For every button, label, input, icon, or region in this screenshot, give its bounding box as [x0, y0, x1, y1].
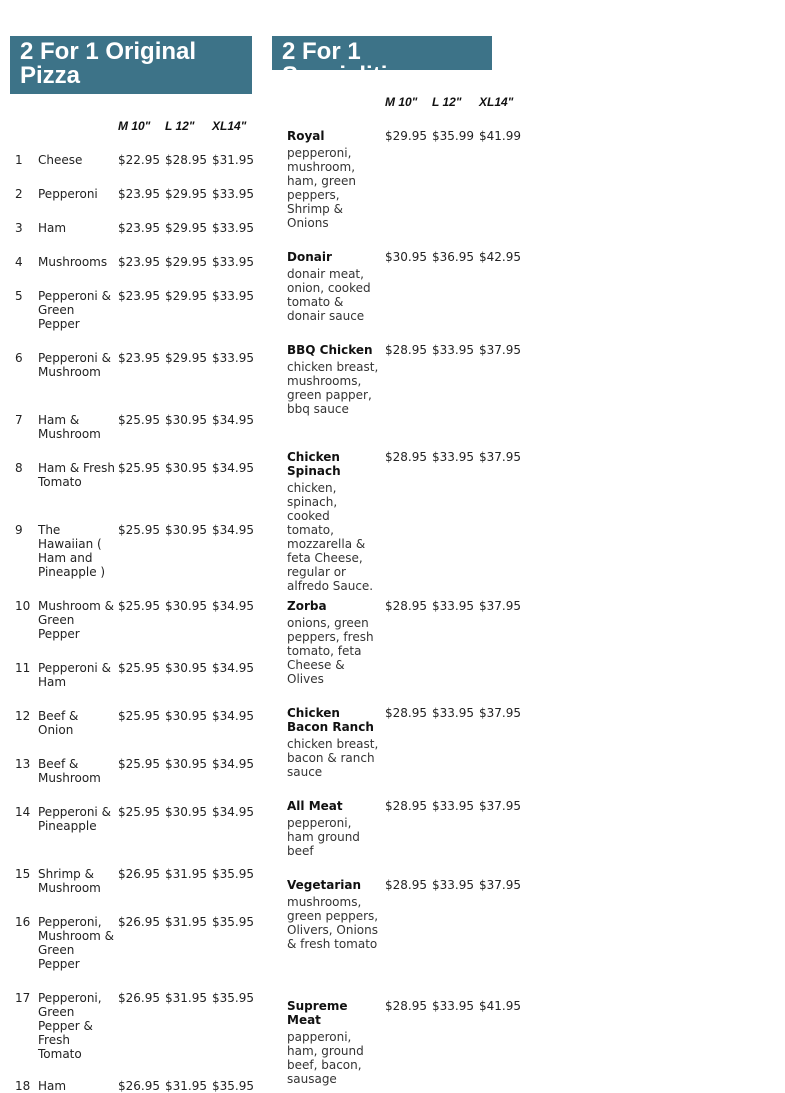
pizza-number: 15 — [15, 867, 31, 881]
price-medium: $28.95 — [385, 599, 427, 613]
price-xl: $37.95 — [479, 343, 521, 357]
speciality-name: Donair — [287, 250, 332, 264]
price-medium: $26.95 — [118, 1079, 160, 1093]
price-medium: $25.95 — [118, 461, 160, 475]
right-size-large-header: L 12" — [432, 95, 462, 109]
price-xl: $34.95 — [212, 523, 254, 537]
price-medium: $25.95 — [118, 661, 160, 675]
price-medium: $28.95 — [385, 450, 427, 464]
speciality-description: donair meat, onion, cooked tomato & donair sauce — [287, 267, 371, 323]
price-medium: $23.95 — [118, 351, 160, 365]
price-large: $30.95 — [165, 661, 207, 675]
speciality-description: papperoni, ham, ground beef, bacon, sausage — [287, 1030, 364, 1086]
price-medium: $25.95 — [118, 709, 160, 723]
pizza-name: Mushrooms — [38, 255, 108, 269]
speciality-name: Zorba — [287, 599, 327, 613]
price-xl: $31.95 — [212, 153, 254, 167]
speciality-name: Royal — [287, 129, 325, 143]
speciality-name: Vegetarian — [287, 878, 362, 892]
price-large: $35.99 — [432, 129, 474, 143]
pizza-number: 17 — [15, 991, 31, 1005]
speciality-name: Supreme Meat — [287, 999, 348, 1027]
pizza-number: 3 — [15, 221, 23, 235]
price-xl: $34.95 — [212, 757, 254, 771]
price-large: $30.95 — [165, 709, 207, 723]
price-medium: $22.95 — [118, 153, 160, 167]
price-large: $33.95 — [432, 343, 474, 357]
price-xl: $33.95 — [212, 187, 254, 201]
price-xl: $34.95 — [212, 661, 254, 675]
speciality-description: pepperoni, ham ground beef — [287, 816, 360, 858]
price-xl: $33.95 — [212, 255, 254, 269]
pizza-number: 11 — [15, 661, 31, 675]
price-medium: $26.95 — [118, 867, 160, 881]
pizza-name: Pepperoni & Green Pepper — [38, 289, 111, 331]
pizza-number: 9 — [15, 523, 23, 537]
price-xl: $42.95 — [479, 250, 521, 264]
price-medium: $28.95 — [385, 706, 427, 720]
pizza-name: Ham & Fresh Tomato — [38, 461, 115, 489]
pizza-name: The Hawaiian ( Ham and Pineapple ) — [38, 523, 106, 579]
pizza-number: 5 — [15, 289, 23, 303]
speciality-name: BBQ Chicken — [287, 343, 373, 357]
price-medium: $23.95 — [118, 187, 160, 201]
price-xl: $35.95 — [212, 915, 254, 929]
price-large: $33.95 — [432, 799, 474, 813]
price-xl: $35.95 — [212, 867, 254, 881]
pizza-number: 10 — [15, 599, 31, 613]
price-large: $30.95 — [165, 599, 207, 613]
speciality-name: All Meat — [287, 799, 343, 813]
price-large: $31.95 — [165, 991, 207, 1005]
price-xl: $37.95 — [479, 878, 521, 892]
specialities-heading: 2 For 1 Specialities — [272, 36, 492, 70]
pizza-name: Cheese — [38, 153, 83, 167]
pizza-number: 8 — [15, 461, 23, 475]
price-large: $36.95 — [432, 250, 474, 264]
price-xl: $35.95 — [212, 1079, 254, 1093]
price-large: $29.95 — [165, 351, 207, 365]
price-xl: $33.95 — [212, 289, 254, 303]
price-large: $28.95 — [165, 153, 207, 167]
price-large: $30.95 — [165, 461, 207, 475]
pizza-number: 1 — [15, 153, 23, 167]
price-medium: $23.95 — [118, 255, 160, 269]
speciality-description: pepperoni, mushroom, ham, green peppers, Shrimp & Onions — [287, 146, 356, 230]
pizza-name: Ham & Mushroom — [38, 413, 101, 441]
price-large: $30.95 — [165, 523, 207, 537]
pizza-number: 4 — [15, 255, 23, 269]
price-medium: $25.95 — [118, 413, 160, 427]
pizza-name: Ham — [38, 1079, 67, 1093]
speciality-description: chicken, spinach, cooked tomato, mozzarella & feta Cheese, regular or alfredo Sauce. — [287, 481, 374, 593]
price-medium: $28.95 — [385, 999, 427, 1013]
price-medium: $25.95 — [118, 805, 160, 819]
pizza-name: Pepperoni & Ham — [38, 661, 111, 689]
pizza-name: Beef & Mushroom — [38, 757, 101, 785]
price-xl: $35.95 — [212, 991, 254, 1005]
price-medium: $23.95 — [118, 221, 160, 235]
price-medium: $25.95 — [118, 757, 160, 771]
price-xl: $33.95 — [212, 351, 254, 365]
price-large: $29.95 — [165, 289, 207, 303]
speciality-description: chicken breast, mushrooms, green papper, bbq sauce — [287, 360, 379, 416]
pizza-number: 6 — [15, 351, 23, 365]
left-size-xl-header: XL14" — [212, 119, 247, 133]
pizza-name: Beef & Onion — [38, 709, 79, 737]
price-xl: $37.95 — [479, 799, 521, 813]
pizza-name: Mushroom & Green Pepper — [38, 599, 115, 641]
price-large: $30.95 — [165, 757, 207, 771]
price-medium: $28.95 — [385, 799, 427, 813]
price-large: $33.95 — [432, 599, 474, 613]
right-size-medium-header: M 10" — [385, 95, 418, 109]
price-medium: $28.95 — [385, 878, 427, 892]
left-size-large-header: L 12" — [165, 119, 195, 133]
price-xl: $34.95 — [212, 709, 254, 723]
price-large: $33.95 — [432, 706, 474, 720]
pizza-name: Ham — [38, 221, 67, 235]
pizza-name: Pepperoni & Mushroom — [38, 351, 111, 379]
pizza-number: 16 — [15, 915, 31, 929]
price-large: $29.95 — [165, 187, 207, 201]
price-large: $33.95 — [432, 450, 474, 464]
price-xl: $34.95 — [212, 805, 254, 819]
price-large: $31.95 — [165, 1079, 207, 1093]
price-large: $30.95 — [165, 413, 207, 427]
price-large: $33.95 — [432, 878, 474, 892]
pizza-name: Pepperoni — [38, 187, 98, 201]
price-xl: $34.95 — [212, 461, 254, 475]
pizza-number: 7 — [15, 413, 23, 427]
price-xl: $34.95 — [212, 413, 254, 427]
price-medium: $29.95 — [385, 129, 427, 143]
pizza-name: Shrimp & Mushroom — [38, 867, 101, 895]
price-xl: $41.99 — [479, 129, 521, 143]
price-xl: $37.95 — [479, 706, 521, 720]
speciality-name: Chicken Spinach — [287, 450, 341, 478]
speciality-description: mushrooms, green peppers, Olivers, Onions & fresh tomato — [287, 895, 379, 951]
price-medium: $30.95 — [385, 250, 427, 264]
speciality-name: Chicken Bacon Ranch — [287, 706, 374, 734]
price-xl: $34.95 — [212, 599, 254, 613]
pizza-number: 18 — [15, 1079, 31, 1093]
right-size-xl-header: XL14" — [479, 95, 514, 109]
price-medium: $26.95 — [118, 991, 160, 1005]
price-medium: $28.95 — [385, 343, 427, 357]
original-pizza-heading: 2 For 1 Original Pizza — [10, 36, 252, 94]
pizza-number: 2 — [15, 187, 23, 201]
price-large: $31.95 — [165, 915, 207, 929]
price-medium: $26.95 — [118, 915, 160, 929]
pizza-number: 14 — [15, 805, 31, 819]
price-large: $33.95 — [432, 999, 474, 1013]
price-medium: $25.95 — [118, 599, 160, 613]
pizza-name: Pepperoni, Mushroom & Green Pepper — [38, 915, 115, 971]
price-large: $29.95 — [165, 221, 207, 235]
pizza-name: Pepperoni & Pineapple — [38, 805, 111, 833]
pizza-name: Pepperoni, Green Pepper & Fresh Tomato — [38, 991, 102, 1061]
pizza-number: 13 — [15, 757, 31, 771]
price-xl: $37.95 — [479, 599, 521, 613]
price-xl: $37.95 — [479, 450, 521, 464]
price-large: $30.95 — [165, 805, 207, 819]
price-large: $29.95 — [165, 255, 207, 269]
speciality-description: chicken breast, bacon & ranch sauce — [287, 737, 379, 779]
left-size-medium-header: M 10" — [118, 119, 151, 133]
price-xl: $33.95 — [212, 221, 254, 235]
price-large: $31.95 — [165, 867, 207, 881]
speciality-description: onions, green peppers, fresh tomato, feta Cheese & Olives — [287, 616, 374, 686]
price-medium: $25.95 — [118, 523, 160, 537]
price-medium: $23.95 — [118, 289, 160, 303]
pizza-number: 12 — [15, 709, 31, 723]
price-xl: $41.95 — [479, 999, 521, 1013]
